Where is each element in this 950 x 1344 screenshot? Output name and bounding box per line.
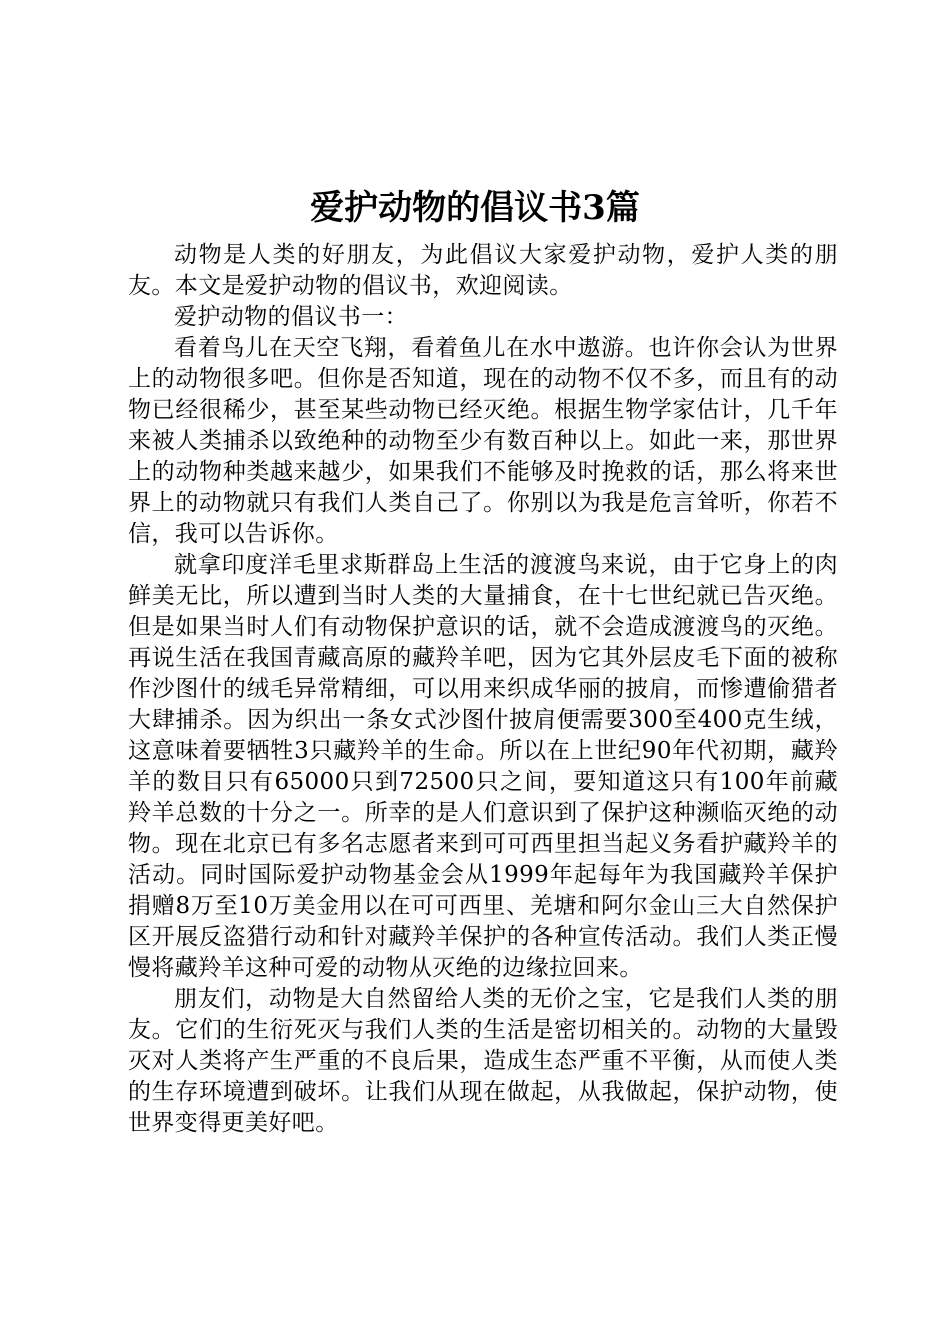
document-title: 爱护动物的倡议书3篇	[310, 188, 640, 228]
document-body	[128, 240, 838, 1139]
body-paragraph: 看着鸟儿在天空飞翔，看着鱼儿在水中遨游。也许你会认为世界上的动物很多吧。但你是否知道，现在的动物不仅不多，而且有的动物已经很稀少，甚至某些动物已经灭绝。根据生物学家估计，几千年来被人类捕杀以致绝种的动物至少有数百种以上。如此一来，那世界上的动物种类越来越少，如果我们不能够及时挽救的话，那么将来世界上的动物就只有我们人类自己了。你别以为我是危言耸听，你若不信，我可以告诉你。	[128, 335, 838, 547]
body-paragraph: 就拿印度洋毛里求斯群岛上生活的渡渡鸟来说，由于它身上的肉鲜美无比，所以遭到当时人类的大量捕食，在十七世纪就已告灭绝。但是如果当时人们有动物保护意识的话，就不会造成渡渡鸟的灭绝。再说生活在我国青藏高原的藏羚羊吧，因为它其外层皮毛下面的被称作沙图什的绒毛异常精细，可以用来织成华丽的披肩，而惨遭偷猎者大肆捕杀。因为织出一条女式沙图什披肩便需要300至400克生绒，这意味着要牺牲3只藏羚羊的生命。所以在上世纪90年代初期，藏羚羊的数目只有65000只到72500只之间，要知道这只有100年前藏羚羊总数的十分之一。所幸的是人们意识到了保护这种濒临灭绝的动物。现在北京已有多名志愿者来到可可西里担当起义务看护藏羚羊的活动。同时国际爱护动物基金会从1999年起每年为我国藏羚羊保护捐赠8万至10万美金用以在可可西里、羌塘和阿尔金山三大自然保护区开展反盗猎行动和针对藏羚羊保护的各种宣传活动。我们人类正慢慢将藏羚羊这种可爱的动物从灭绝的边缘拉回来。	[128, 552, 838, 981]
section-heading: 爱护动物的倡议书一：	[174, 304, 408, 330]
closing-paragraph: 朋友们，动物是大自然留给人类的无价之宝，它是我们人类的朋友。它们的生衍死灭与我们人类的生活是密切相关的。动物的大量毁灭对人类将产生严重的不良后果，造成生态严重不平衡，从而使人类的生存环境遭到破坏。让我们从现在做起，从我做起，保护动物，使世界变得更美好吧。	[128, 986, 838, 1136]
intro-paragraph: 动物是人类的好朋友，为此倡议大家爱护动物，爱护人类的朋友。本文是爱护动物的倡议书，欢迎阅读。	[128, 242, 838, 299]
